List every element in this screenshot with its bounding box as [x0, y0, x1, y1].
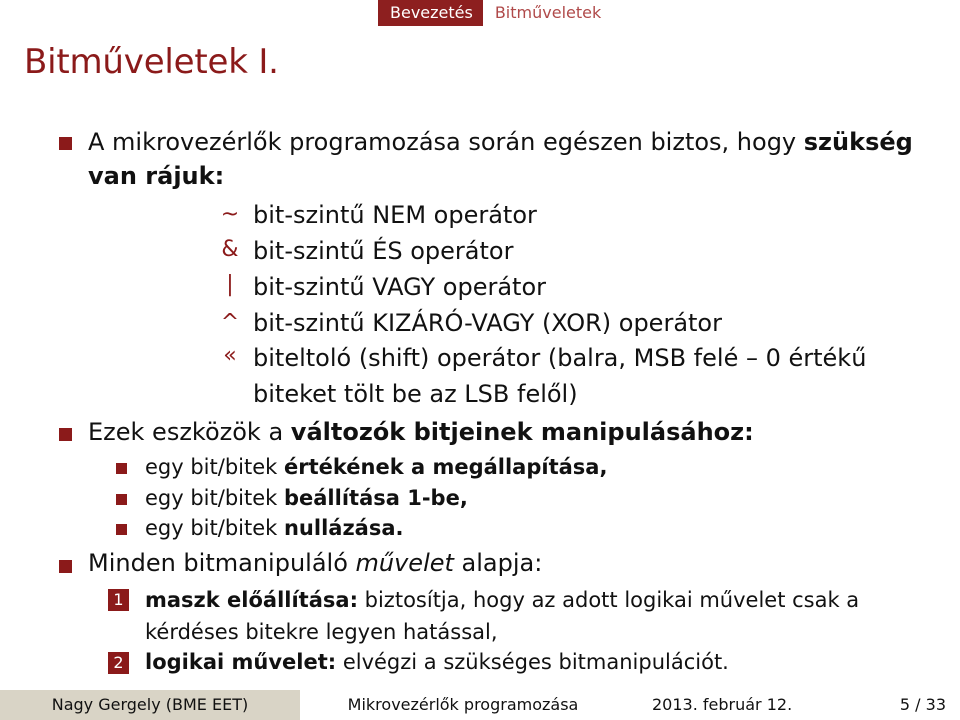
bullet-3 [88, 546, 542, 580]
bullet-2-text: Ezek eszközök a [88, 418, 291, 446]
nav-item-bevezetes[interactable]: Bevezetés [378, 0, 483, 26]
bullet-1-line-2: van rájuk: [88, 162, 225, 190]
step-2-text: elvégzi a szükséges bitmanipulációt. [336, 650, 729, 674]
sub-bullet-marker [116, 463, 127, 474]
footer-date: 2013. február 12. [652, 695, 793, 714]
operator-description: biteltoló (shift) operátor (balra, MSB felé – 0 értékű [253, 344, 867, 372]
bullet-marker [59, 560, 72, 573]
sub-item [145, 452, 607, 482]
operator-symbol: ~ [220, 202, 240, 227]
sub-item-text: egy bit/bitek [145, 486, 284, 510]
footer-course: Mikrovezérlők programozása [300, 690, 626, 720]
sub-item-bold: beállítása 1-be, [283, 486, 468, 510]
slide-footer [0, 690, 960, 720]
step-1-cont: kérdéses bitekre legyen hatással, [145, 620, 498, 644]
operator-description-cont: biteket tölt be az LSB felől) [253, 380, 578, 408]
sub-bullet-marker [116, 524, 127, 535]
bullet-1-bold: szükség [803, 128, 913, 156]
footer-meta [626, 690, 960, 720]
step-1-text: biztosítja, hogy az adott logikai művelet csak a [357, 588, 860, 612]
operator-description: bit-szintű ÉS operátor [253, 237, 514, 265]
footer-page-number: 5 / 33 [899, 695, 946, 714]
sub-item [145, 513, 404, 543]
step-2-bold: logikai művelet: [145, 650, 337, 674]
bullet-2-bold: változók bitjeinek manipulásához: [290, 418, 754, 446]
operator-description: bit-szintű KIZÁRÓ-VAGY (XOR) operátor [253, 309, 722, 337]
operator-symbol: ^ [220, 310, 240, 335]
slide-title: Bitműveletek I. [24, 42, 279, 82]
sub-item-text: egy bit/bitek [145, 455, 284, 479]
sub-bullet-marker [116, 494, 127, 505]
operator-symbol: « [223, 343, 237, 368]
bullet-1-text: A mikrovezérlők programozása során egészen biztos, hogy [88, 128, 804, 156]
operator-symbol: | [226, 272, 234, 297]
footer-author: Nagy Gergely (BME EET) [0, 690, 300, 720]
bullet-3-text-end: alapja: [453, 549, 543, 577]
operator-description: bit-szintű VAGY operátor [253, 273, 546, 301]
sub-item-bold: értékének a megállapítása, [283, 455, 608, 479]
bullet-3-text: Minden bitmanipuláló [88, 549, 356, 577]
bullet-marker [59, 137, 72, 150]
operator-description: bit-szintű NEM operátor [253, 201, 537, 229]
sub-item-bold: nullázása. [283, 516, 404, 540]
bullet-marker [59, 428, 72, 441]
step-number-badge: 2 [108, 652, 129, 674]
step-2 [145, 647, 729, 677]
bullet-2 [88, 415, 754, 449]
bullet-3-italic: művelet [355, 549, 454, 577]
sub-item [145, 483, 468, 513]
nav-item-bitmuveletek[interactable]: Bitműveletek [483, 0, 611, 26]
sub-item-text: egy bit/bitek [145, 516, 284, 540]
operator-symbol: & [221, 237, 239, 262]
bullet-1-line-1 [88, 125, 913, 159]
step-1 [145, 585, 859, 615]
step-1-bold: maszk előállítása: [145, 588, 358, 612]
step-number-badge: 1 [108, 589, 129, 611]
